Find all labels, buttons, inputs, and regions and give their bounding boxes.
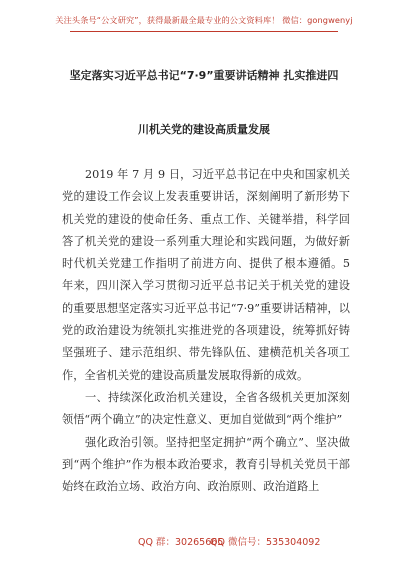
body-paragraph: 一、持续深化政治机关建设，全省各级机关更加深刻领悟“两个确立”的决定性意义、更加自觉做到“两个维护” xyxy=(62,390,350,427)
document-title-line-1: 坚定落实习近平总书记“7·9”重要讲话精神 扎实推进四 xyxy=(69,69,339,82)
footer-qq-wechat: QQ 微信号：535304092 xyxy=(210,537,321,548)
footer-qq-group: QQ 群：30265665 xyxy=(138,537,224,548)
document-title-line-2: 川机关党的建设高质量发展 xyxy=(138,123,270,136)
page-header xyxy=(0,0,408,40)
page-footer xyxy=(0,534,408,554)
header-divider xyxy=(70,31,338,32)
body-paragraph: 2019 年 7 月 9 日，习近平总书记在中央和国家机关党的建设工作会议上发表重要讲话，深刻阐明了新形势下机关党的建设的使命任务、重点工作、关键举措，科学回答了机关党的建设一系列重大理论和实践问题，为做好新时代机关党建工作指明了前进方向、提供了根本遵循。5 年来，四川深入学习贯彻习近平总书记关于机关党的建设的重要思想坚定落实习近平总书记“7·9”重要讲话精神，以党的政治建设为统领扎实推进党的各项建设，统筹抓好铸坚强班子、建示范组织、带先锋队伍、建横范机关各项工作，全省机关党的建设高质量发展取得新的成效。 xyxy=(62,168,350,382)
document-body xyxy=(62,164,350,498)
header-promo-text: 关注头条号“公文研究”，获得最新最全最专业的公文资料库！ 微信：gongwenyj xyxy=(55,15,353,25)
body-paragraph: 强化政治引领。坚持把坚定拥护“两个确立”、坚决做到“两个维护”作为根本政治要求，教育引导机关党员干部始终在政治立场、政治方向、政治原则、政治道路上 xyxy=(62,435,350,494)
